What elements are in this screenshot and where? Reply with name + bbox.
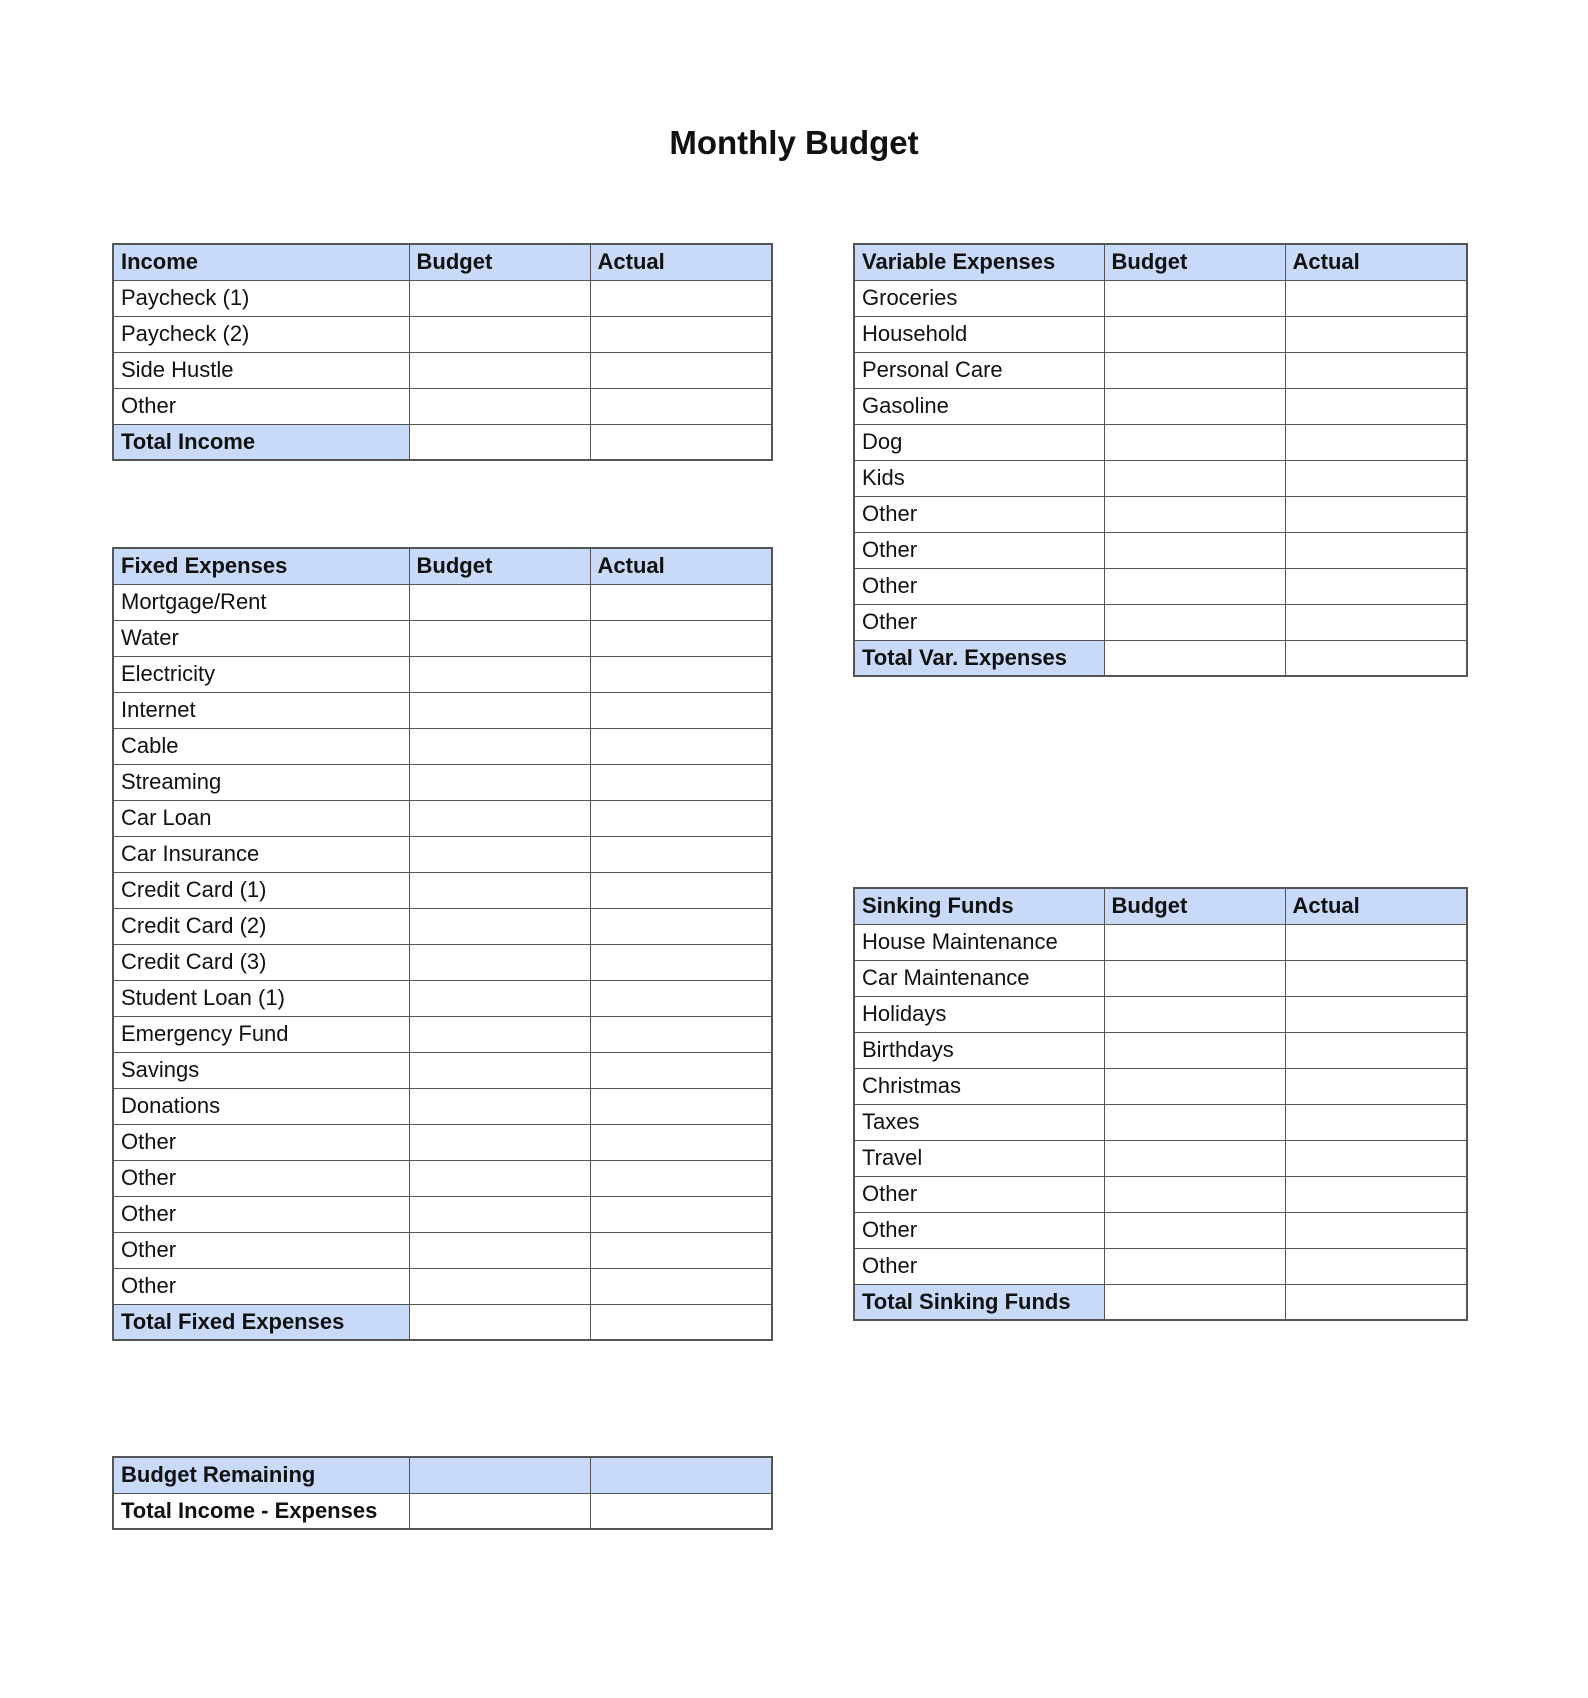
table-row	[854, 960, 1467, 996]
budget-cell[interactable]	[409, 1232, 590, 1268]
actual-cell[interactable]	[1285, 1176, 1467, 1212]
budget-cell[interactable]	[409, 836, 590, 872]
budget-cell[interactable]	[1104, 532, 1285, 568]
table-row	[113, 1088, 772, 1124]
total-fixed-expenses-label: Total Fixed Expenses	[113, 1304, 409, 1340]
table-row	[113, 1160, 772, 1196]
table-row	[113, 1232, 772, 1268]
budget-header: Budget	[409, 244, 590, 280]
fixed-expenses-table	[112, 547, 773, 1341]
table-row	[113, 1052, 772, 1088]
actual-cell[interactable]	[1285, 1068, 1467, 1104]
budget-cell[interactable]	[409, 656, 590, 692]
table-row	[113, 1268, 772, 1304]
budget-cell[interactable]	[1104, 1248, 1285, 1284]
row-label: Other	[854, 1248, 1104, 1284]
budget-cell[interactable]	[1104, 1068, 1285, 1104]
table-row	[113, 1196, 772, 1232]
actual-cell[interactable]	[590, 584, 772, 620]
row-label: Christmas	[854, 1068, 1104, 1104]
table-row	[113, 280, 772, 316]
sinking-total-row	[854, 1284, 1467, 1320]
table-header-row	[854, 244, 1467, 280]
actual-cell[interactable]	[1285, 568, 1467, 604]
budget-cell[interactable]	[1104, 352, 1285, 388]
budget-cell[interactable]	[1104, 568, 1285, 604]
row-label: Holidays	[854, 996, 1104, 1032]
table-row	[854, 924, 1467, 960]
row-label: Streaming	[113, 764, 409, 800]
actual-cell[interactable]	[590, 944, 772, 980]
variable-total-row	[854, 640, 1467, 676]
actual-cell[interactable]	[590, 1088, 772, 1124]
total-var-budget-cell[interactable]	[1104, 640, 1285, 676]
row-label: Water	[113, 620, 409, 656]
budget-cell[interactable]	[409, 1088, 590, 1124]
actual-cell[interactable]	[590, 980, 772, 1016]
row-label: Mortgage/Rent	[113, 584, 409, 620]
actual-cell[interactable]	[590, 800, 772, 836]
row-label: Paycheck (2)	[113, 316, 409, 352]
budget-cell[interactable]	[409, 388, 590, 424]
actual-cell[interactable]	[590, 388, 772, 424]
row-label: Credit Card (3)	[113, 944, 409, 980]
table-row	[113, 352, 772, 388]
table-row	[113, 836, 772, 872]
row-label: Other	[854, 532, 1104, 568]
budget-header: Budget	[1104, 244, 1285, 280]
table-row	[113, 388, 772, 424]
income-rows	[113, 280, 772, 424]
budget-cell[interactable]	[409, 316, 590, 352]
table-row	[854, 352, 1467, 388]
income-table	[112, 243, 773, 461]
budget-cell[interactable]	[1104, 424, 1285, 460]
actual-cell[interactable]	[1285, 496, 1467, 532]
budget-cell[interactable]	[409, 1160, 590, 1196]
budget-cell[interactable]	[409, 352, 590, 388]
total-fixed-actual-cell[interactable]	[590, 1304, 772, 1340]
budget-cell[interactable]	[1104, 1212, 1285, 1248]
budget-cell[interactable]	[409, 764, 590, 800]
budget-cell[interactable]	[409, 728, 590, 764]
total-income-minus-expenses-label: Total Income - Expenses	[113, 1493, 409, 1529]
budget-cell[interactable]	[1104, 496, 1285, 532]
table-row	[113, 620, 772, 656]
row-label: Paycheck (1)	[113, 280, 409, 316]
total-sinking-actual-cell[interactable]	[1285, 1284, 1467, 1320]
actual-cell[interactable]	[1285, 604, 1467, 640]
table-row	[113, 1124, 772, 1160]
remaining-actual-cell[interactable]	[590, 1493, 772, 1529]
row-label: Car Insurance	[113, 836, 409, 872]
actual-header: Actual	[590, 548, 772, 584]
sinking-funds-header: Sinking Funds	[854, 888, 1104, 924]
total-income-budget-cell[interactable]	[409, 424, 590, 460]
table-row	[854, 1104, 1467, 1140]
table-row	[854, 604, 1467, 640]
budget-cell[interactable]	[409, 980, 590, 1016]
remaining-budget-cell[interactable]	[409, 1493, 590, 1529]
table-row	[113, 980, 772, 1016]
row-label: Kids	[854, 460, 1104, 496]
actual-cell[interactable]	[590, 764, 772, 800]
budget-remaining-header-blank	[409, 1457, 590, 1493]
row-label: House Maintenance	[854, 924, 1104, 960]
budget-header: Budget	[409, 548, 590, 584]
budget-cell[interactable]	[1104, 316, 1285, 352]
actual-cell[interactable]	[1285, 1104, 1467, 1140]
total-sinking-budget-cell[interactable]	[1104, 1284, 1285, 1320]
budget-cell[interactable]	[1104, 1104, 1285, 1140]
table-row	[113, 800, 772, 836]
income-header: Income	[113, 244, 409, 280]
table-header-row	[113, 1457, 772, 1493]
actual-cell[interactable]	[590, 1124, 772, 1160]
row-label: Gasoline	[854, 388, 1104, 424]
row-label: Other	[854, 1212, 1104, 1248]
row-label: Other	[854, 568, 1104, 604]
actual-cell[interactable]	[1285, 388, 1467, 424]
budget-header: Budget	[1104, 888, 1285, 924]
budget-remaining-table	[112, 1456, 773, 1530]
variable-expenses-table	[853, 243, 1468, 677]
actual-cell[interactable]	[1285, 460, 1467, 496]
page-title: Monthly Budget	[669, 124, 919, 161]
actual-cell[interactable]	[1285, 960, 1467, 996]
table-row	[113, 584, 772, 620]
budget-remaining-header: Budget Remaining	[113, 1457, 409, 1493]
table-row	[854, 532, 1467, 568]
budget-cell[interactable]	[409, 1016, 590, 1052]
budget-cell[interactable]	[409, 1268, 590, 1304]
table-row	[854, 1176, 1467, 1212]
fixed-total-row	[113, 1304, 772, 1340]
table-row	[113, 944, 772, 980]
budget-cell[interactable]	[409, 1052, 590, 1088]
row-label: Other	[113, 1232, 409, 1268]
table-row	[854, 280, 1467, 316]
actual-cell[interactable]	[1285, 424, 1467, 460]
row-label: Emergency Fund	[113, 1016, 409, 1052]
actual-cell[interactable]	[590, 1160, 772, 1196]
budget-cell[interactable]	[1104, 280, 1285, 316]
income-total-row	[113, 424, 772, 460]
budget-cell[interactable]	[409, 1124, 590, 1160]
table-row	[113, 728, 772, 764]
actual-cell[interactable]	[590, 908, 772, 944]
row-label: Other	[113, 1124, 409, 1160]
actual-cell[interactable]	[1285, 316, 1467, 352]
actual-cell[interactable]	[1285, 1032, 1467, 1068]
row-label: Student Loan (1)	[113, 980, 409, 1016]
row-label: Cable	[113, 728, 409, 764]
actual-cell[interactable]	[590, 316, 772, 352]
table-row	[113, 1493, 772, 1529]
actual-cell[interactable]	[590, 692, 772, 728]
actual-cell[interactable]	[590, 728, 772, 764]
budget-cell[interactable]	[1104, 960, 1285, 996]
actual-cell[interactable]	[1285, 352, 1467, 388]
row-label: Internet	[113, 692, 409, 728]
budget-cell[interactable]	[409, 280, 590, 316]
budget-cell[interactable]	[409, 944, 590, 980]
table-row	[113, 872, 772, 908]
table-row	[113, 656, 772, 692]
budget-cell[interactable]	[1104, 996, 1285, 1032]
budget-cell[interactable]	[1104, 604, 1285, 640]
actual-cell[interactable]	[590, 1268, 772, 1304]
budget-cell[interactable]	[409, 584, 590, 620]
table-row	[113, 1016, 772, 1052]
table-header-row	[113, 548, 772, 584]
table-header-row	[113, 244, 772, 280]
total-income-label: Total Income	[113, 424, 409, 460]
table-row	[854, 1212, 1467, 1248]
row-label: Personal Care	[854, 352, 1104, 388]
table-row	[854, 1032, 1467, 1068]
row-label: Donations	[113, 1088, 409, 1124]
row-label: Other	[113, 1160, 409, 1196]
row-label: Car Loan	[113, 800, 409, 836]
table-row	[854, 496, 1467, 532]
budget-cell[interactable]	[409, 620, 590, 656]
sinking-funds-rows	[854, 924, 1467, 1284]
budget-cell[interactable]	[409, 1196, 590, 1232]
table-row	[854, 388, 1467, 424]
actual-cell[interactable]	[590, 836, 772, 872]
actual-cell[interactable]	[1285, 1140, 1467, 1176]
actual-header: Actual	[590, 244, 772, 280]
total-sinking-funds-label: Total Sinking Funds	[854, 1284, 1104, 1320]
table-row	[113, 908, 772, 944]
actual-cell[interactable]	[1285, 1248, 1467, 1284]
row-label: Car Maintenance	[854, 960, 1104, 996]
budget-cell[interactable]	[1104, 1032, 1285, 1068]
row-label: Credit Card (1)	[113, 872, 409, 908]
sinking-funds-table	[853, 887, 1468, 1321]
actual-header: Actual	[1285, 244, 1467, 280]
actual-cell[interactable]	[590, 1052, 772, 1088]
actual-cell[interactable]	[1285, 532, 1467, 568]
budget-cell[interactable]	[1104, 1140, 1285, 1176]
table-row	[854, 568, 1467, 604]
actual-cell[interactable]	[1285, 924, 1467, 960]
budget-cell[interactable]	[1104, 924, 1285, 960]
table-row	[854, 1068, 1467, 1104]
fixed-expenses-rows	[113, 584, 772, 1304]
budget-cell[interactable]	[1104, 460, 1285, 496]
budget-cell[interactable]	[1104, 1176, 1285, 1212]
row-label: Taxes	[854, 1104, 1104, 1140]
total-var-actual-cell[interactable]	[1285, 640, 1467, 676]
row-label: Dog	[854, 424, 1104, 460]
row-label: Electricity	[113, 656, 409, 692]
budget-remaining-header-blank	[590, 1457, 772, 1493]
budget-cell[interactable]	[409, 872, 590, 908]
row-label: Household	[854, 316, 1104, 352]
budget-cell[interactable]	[1104, 388, 1285, 424]
row-label: Other	[854, 604, 1104, 640]
actual-cell[interactable]	[590, 620, 772, 656]
row-label: Other	[113, 1268, 409, 1304]
variable-expenses-header: Variable Expenses	[854, 244, 1104, 280]
actual-cell[interactable]	[590, 1232, 772, 1268]
budget-cell[interactable]	[409, 908, 590, 944]
budget-cell[interactable]	[409, 800, 590, 836]
actual-cell[interactable]	[590, 280, 772, 316]
row-label: Other	[113, 388, 409, 424]
row-label: Credit Card (2)	[113, 908, 409, 944]
table-row	[854, 424, 1467, 460]
table-row	[113, 764, 772, 800]
row-label: Side Hustle	[113, 352, 409, 388]
row-label: Birthdays	[854, 1032, 1104, 1068]
total-income-actual-cell[interactable]	[590, 424, 772, 460]
actual-header: Actual	[1285, 888, 1467, 924]
table-row	[854, 316, 1467, 352]
actual-cell[interactable]	[590, 872, 772, 908]
actual-cell[interactable]	[590, 1016, 772, 1052]
actual-cell[interactable]	[590, 656, 772, 692]
actual-cell[interactable]	[1285, 280, 1467, 316]
table-row	[113, 316, 772, 352]
actual-cell[interactable]	[590, 352, 772, 388]
actual-cell[interactable]	[1285, 1212, 1467, 1248]
table-header-row	[854, 888, 1467, 924]
fixed-expenses-header: Fixed Expenses	[113, 548, 409, 584]
row-label: Other	[854, 496, 1104, 532]
total-fixed-budget-cell[interactable]	[409, 1304, 590, 1340]
table-row	[113, 692, 772, 728]
budget-cell[interactable]	[409, 692, 590, 728]
actual-cell[interactable]	[590, 1196, 772, 1232]
variable-expenses-rows	[854, 280, 1467, 640]
table-row	[854, 1248, 1467, 1284]
actual-cell[interactable]	[1285, 996, 1467, 1032]
row-label: Other	[113, 1196, 409, 1232]
table-row	[854, 1140, 1467, 1176]
table-row	[854, 460, 1467, 496]
table-row	[854, 996, 1467, 1032]
row-label: Savings	[113, 1052, 409, 1088]
row-label: Groceries	[854, 280, 1104, 316]
row-label: Other	[854, 1176, 1104, 1212]
total-var-expenses-label: Total Var. Expenses	[854, 640, 1104, 676]
row-label: Travel	[854, 1140, 1104, 1176]
